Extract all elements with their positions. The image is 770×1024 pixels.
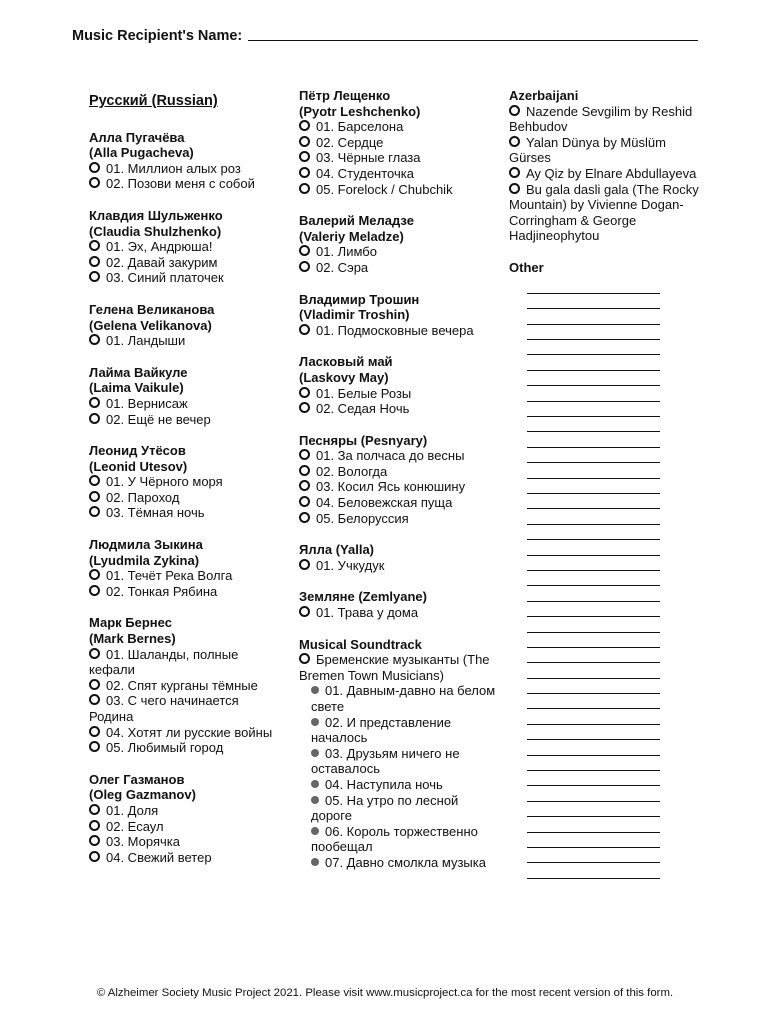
- song-title: 03. Синий платочек: [106, 270, 224, 286]
- recipient-name-row: [72, 24, 698, 44]
- blank-line-field[interactable]: [527, 709, 660, 724]
- blank-line-field[interactable]: [527, 371, 660, 386]
- track-option[interactable]: [299, 746, 499, 777]
- circle-checkbox-icon[interactable]: [509, 136, 520, 147]
- artist-name-ru: Земляне (Zemlyane): [299, 589, 427, 605]
- artist-group: [89, 302, 284, 349]
- circle-checkbox-icon[interactable]: [89, 569, 100, 580]
- artist-group: [89, 537, 284, 599]
- blank-line-field[interactable]: [527, 725, 660, 740]
- artist-name-ru: Гелена Великанова: [89, 301, 215, 317]
- blank-line-field[interactable]: [527, 740, 660, 755]
- song-option[interactable]: [89, 725, 284, 741]
- song-title: 02. Сердце: [316, 134, 384, 150]
- circle-checkbox-icon[interactable]: [89, 475, 100, 486]
- circle-checkbox-icon[interactable]: [299, 136, 310, 147]
- blank-line-field[interactable]: [527, 386, 660, 401]
- artist-group: [299, 542, 499, 573]
- song-option[interactable]: [509, 104, 709, 135]
- song-title: 02. Есаул: [106, 818, 164, 834]
- artist-name-en: (Laskovy May): [299, 369, 389, 385]
- column-other: [509, 88, 709, 879]
- blank-line-field[interactable]: [527, 771, 660, 786]
- artist-name: [89, 615, 284, 646]
- circle-checkbox-icon[interactable]: [89, 648, 100, 659]
- circle-checkbox-icon[interactable]: [299, 480, 310, 491]
- song-title: 01. Течёт Река Волга: [106, 568, 233, 584]
- filled-dot-icon[interactable]: [311, 827, 319, 835]
- blank-line-field[interactable]: [527, 617, 660, 632]
- filled-dot-icon[interactable]: [311, 780, 319, 788]
- artist-name-ru: Ялла (Yalla): [299, 542, 374, 558]
- song-title: 02. Пароход: [106, 489, 180, 505]
- artist-group: [299, 213, 499, 275]
- circle-checkbox-icon[interactable]: [509, 105, 520, 116]
- song-option[interactable]: [299, 166, 499, 182]
- song-title: 04. Свежий ветер: [106, 849, 212, 865]
- song-option[interactable]: [89, 584, 284, 600]
- song-title: 01. Учкудук: [316, 557, 385, 573]
- song-title: 01. У Чёрного моря: [106, 474, 223, 490]
- song-option[interactable]: [509, 166, 709, 182]
- artist-group: [299, 88, 499, 197]
- song-title: 02. Сэра: [316, 259, 369, 275]
- song-title: Nazende Sevgilim by Reshid Behbudov: [509, 103, 693, 135]
- track-option[interactable]: [299, 824, 499, 855]
- filled-dot-icon[interactable]: [311, 749, 319, 757]
- artist-name-en: (Claudia Shulzhenko): [89, 223, 222, 239]
- circle-checkbox-icon[interactable]: [299, 496, 310, 507]
- song-title: 02. Позови меня с собой: [106, 176, 255, 192]
- circle-checkbox-icon[interactable]: [299, 245, 310, 256]
- song-option[interactable]: [89, 396, 284, 412]
- song-title: 02. Спят курганы тёмные: [106, 677, 258, 693]
- song-title: 01. Подмосковные вечера: [316, 322, 474, 338]
- circle-checkbox-icon[interactable]: [89, 334, 100, 345]
- song-option[interactable]: [89, 176, 284, 192]
- song-option[interactable]: [509, 182, 709, 244]
- song-option[interactable]: [299, 244, 499, 260]
- song-title: 03. Чёрные глаза: [316, 150, 421, 166]
- artist-name-en: (Alla Pugacheva): [89, 145, 194, 161]
- artist-group: [299, 292, 499, 339]
- blank-line-field[interactable]: [527, 355, 660, 370]
- song-option[interactable]: [89, 161, 284, 177]
- track-option[interactable]: [299, 777, 499, 793]
- blank-line-field[interactable]: [527, 463, 660, 478]
- song-title: 02. Ещё не вечер: [106, 411, 211, 427]
- artist-group: [89, 365, 284, 427]
- recipient-name-field[interactable]: [248, 39, 698, 41]
- blank-line-field[interactable]: [527, 602, 660, 617]
- track-option[interactable]: [299, 793, 499, 824]
- circle-checkbox-icon[interactable]: [89, 804, 100, 815]
- song-option[interactable]: [89, 647, 284, 678]
- artist-name-ru: Олег Газманов: [89, 771, 185, 787]
- song-title: 01. Шаланды, полные кефали: [89, 646, 239, 678]
- circle-checkbox-icon[interactable]: [89, 851, 100, 862]
- artist-name: [89, 208, 284, 239]
- artist-name-ru: Песняры (Pesnyary): [299, 432, 428, 448]
- blank-line-field[interactable]: [527, 309, 660, 324]
- blank-line-field[interactable]: [527, 802, 660, 817]
- artist-group: [89, 615, 284, 755]
- track-title: 01. Давным-давно на белом свете: [311, 683, 496, 714]
- circle-checkbox-icon[interactable]: [299, 120, 310, 131]
- blank-line-field[interactable]: [527, 633, 660, 648]
- blank-line-field[interactable]: [527, 756, 660, 771]
- song-title: 01. Белые Розы: [316, 385, 412, 401]
- song-option[interactable]: [89, 474, 284, 490]
- song-option[interactable]: [89, 412, 284, 428]
- song-title: 04. Студенточка: [316, 165, 414, 181]
- blank-lines: [509, 279, 709, 879]
- song-title: 01. Барселона: [316, 119, 404, 135]
- song-title: 05. Любимый город: [106, 740, 224, 756]
- blank-line-field[interactable]: [527, 540, 660, 555]
- circle-checkbox-icon[interactable]: [299, 606, 310, 617]
- circle-checkbox-icon[interactable]: [89, 491, 100, 502]
- artist-name: [89, 130, 284, 161]
- blank-line-field[interactable]: [527, 663, 660, 678]
- song-option[interactable]: [299, 386, 499, 402]
- track-title: 05. На утро по лесной дороге: [311, 792, 459, 824]
- artist-name: [299, 213, 499, 244]
- artist-group: [299, 354, 499, 416]
- filled-dot-icon[interactable]: [311, 718, 319, 726]
- song-title: 03. Морячка: [106, 834, 180, 850]
- song-option[interactable]: [299, 464, 499, 480]
- song-title: 02. Седая Ночь: [316, 401, 410, 417]
- blank-line-field[interactable]: [527, 817, 660, 832]
- blank-line-field[interactable]: [527, 694, 660, 709]
- artist-name: [89, 365, 284, 396]
- track-title: 02. И представление началось: [311, 714, 452, 746]
- artist-name: [299, 354, 499, 385]
- song-title: Ay Qiz by Elnare Abdullayeva: [526, 165, 697, 181]
- artist-name-ru: Клавдия Шульженко: [89, 207, 223, 223]
- circle-checkbox-icon[interactable]: [89, 820, 100, 831]
- song-title: 03. Косил Ясь конюшину: [316, 479, 466, 495]
- artist-list: [299, 88, 499, 621]
- artist-name-en: (Mark Bernes): [89, 631, 176, 647]
- circle-checkbox-icon[interactable]: [89, 397, 100, 408]
- blank-line-field[interactable]: [527, 494, 660, 509]
- song-title: 05. Белоруссия: [316, 510, 409, 526]
- artist-group: [89, 443, 284, 521]
- blank-line-field[interactable]: [527, 556, 660, 571]
- song-option[interactable]: [299, 323, 499, 339]
- song-option[interactable]: [89, 850, 284, 866]
- artist-name-ru: Марк Бернес: [89, 615, 172, 631]
- song-option[interactable]: [89, 255, 284, 271]
- song-title: 03. Тёмная ночь: [106, 505, 205, 521]
- track-option[interactable]: [299, 715, 499, 746]
- song-option[interactable]: [299, 652, 499, 683]
- azerbaijani-title: Azerbaijani: [509, 88, 579, 103]
- artist-name-en: (Leonid Utesov): [89, 458, 188, 474]
- artist-name: [299, 433, 499, 449]
- filled-dot-icon[interactable]: [311, 796, 319, 804]
- circle-checkbox-icon[interactable]: [299, 653, 310, 664]
- circle-checkbox-icon[interactable]: [299, 402, 310, 413]
- song-option[interactable]: [89, 333, 284, 349]
- blank-line-field[interactable]: [527, 402, 660, 417]
- artist-name-ru: Леонид Утёсов: [89, 443, 186, 459]
- artist-name: [299, 292, 499, 323]
- artist-list: [89, 130, 284, 866]
- song-title: 02. Вологда: [316, 463, 388, 479]
- song-option[interactable]: [299, 479, 499, 495]
- song-option[interactable]: [299, 401, 499, 417]
- artist-name: [299, 589, 499, 605]
- blank-line-field[interactable]: [527, 448, 660, 463]
- circle-checkbox-icon[interactable]: [299, 465, 310, 476]
- blank-line-field[interactable]: [527, 586, 660, 601]
- circle-checkbox-icon[interactable]: [299, 559, 310, 570]
- song-title: 01. Вернисаж: [106, 395, 188, 411]
- song-option[interactable]: [89, 568, 284, 584]
- artist-name: [89, 443, 284, 474]
- song-option[interactable]: [89, 678, 284, 694]
- azerbaijani-group: [509, 88, 709, 244]
- song-option[interactable]: [89, 693, 284, 724]
- song-title: 02. Тонкая Рябина: [106, 583, 218, 599]
- song-option[interactable]: [299, 119, 499, 135]
- artist-name-en: (Lyudmila Zykina): [89, 552, 200, 568]
- song-option[interactable]: [299, 135, 499, 151]
- circle-checkbox-icon[interactable]: [89, 679, 100, 690]
- recipient-name-label: Music Recipient's Name:: [72, 28, 243, 44]
- artist-name-en: (Oleg Gazmanov): [89, 787, 196, 803]
- track-title: 06. Король торжественно пообещал: [311, 823, 478, 855]
- track-title: 07. Давно смолкла музыка: [325, 854, 486, 870]
- blank-line-field[interactable]: [527, 279, 660, 294]
- artist-name-en: (Gelena Velikanova): [89, 317, 212, 333]
- track-list: [299, 683, 499, 870]
- circle-checkbox-icon[interactable]: [89, 585, 100, 596]
- blank-line-field[interactable]: [527, 432, 660, 447]
- soundtrack-title: Musical Soundtrack: [299, 636, 422, 652]
- song-title: 01. Миллион алых роз: [106, 160, 241, 176]
- circle-checkbox-icon[interactable]: [89, 726, 100, 737]
- song-title: 02. Давай закурим: [106, 254, 218, 270]
- song-title: 01. За полчаса до весны: [316, 448, 465, 464]
- artist-name: [299, 88, 499, 119]
- column-russian-2: [299, 88, 499, 887]
- song-option[interactable]: [299, 448, 499, 464]
- circle-checkbox-icon[interactable]: [299, 183, 310, 194]
- artist-group: [299, 433, 499, 527]
- section-title-russian: Русский (Russian): [89, 93, 218, 109]
- blank-line-field[interactable]: [527, 571, 660, 586]
- artist-name-en: (Pyotr Leshchenko): [299, 103, 421, 119]
- song-title: Yalan Dünya by Müslüm Gürses: [509, 134, 666, 166]
- blank-line-field[interactable]: [527, 325, 660, 340]
- artist-group: [89, 772, 284, 866]
- soundtrack-group: [299, 637, 499, 871]
- artist-group: [89, 130, 284, 192]
- circle-checkbox-icon[interactable]: [299, 167, 310, 178]
- blank-line-field[interactable]: [527, 479, 660, 494]
- song-option[interactable]: [89, 834, 284, 850]
- song-option[interactable]: [509, 135, 709, 166]
- song-title: 01. Ландыши: [106, 333, 186, 349]
- blank-line-field[interactable]: [527, 863, 660, 878]
- other-title: Other: [509, 259, 544, 275]
- circle-checkbox-icon[interactable]: [89, 271, 100, 282]
- song-option[interactable]: [89, 803, 284, 819]
- circle-checkbox-icon[interactable]: [299, 151, 310, 162]
- column-russian-1: [89, 88, 284, 881]
- circle-checkbox-icon[interactable]: [89, 413, 100, 424]
- song-title: Bu gala dasli gala (The Rocky Mountain) by Vivienne Dogan-Corringham & George Hadjineophytou: [509, 181, 699, 244]
- footer-text: © Alzheimer Society Music Project 2021. Please visit www.musicproject.ca for the most recent version of this form.: [96, 987, 674, 999]
- album-title: Бременские музыканты (The Bremen Town Musicians): [299, 652, 490, 683]
- song-option[interactable]: [89, 819, 284, 835]
- song-option[interactable]: [89, 270, 284, 286]
- song-title: 01. Трава у дома: [316, 605, 419, 621]
- circle-checkbox-icon[interactable]: [299, 261, 310, 272]
- artist-name-ru: Алла Пугачёва: [89, 129, 185, 145]
- track-option[interactable]: [299, 855, 499, 871]
- circle-checkbox-icon[interactable]: [89, 256, 100, 267]
- circle-checkbox-icon[interactable]: [299, 449, 310, 460]
- circle-checkbox-icon[interactable]: [509, 183, 520, 194]
- song-option[interactable]: [89, 740, 284, 756]
- song-option[interactable]: [299, 495, 499, 511]
- circle-checkbox-icon[interactable]: [299, 387, 310, 398]
- circle-checkbox-icon[interactable]: [89, 506, 100, 517]
- song-title: 01. Лимбо: [316, 244, 377, 260]
- circle-checkbox-icon[interactable]: [89, 694, 100, 705]
- circle-checkbox-icon[interactable]: [89, 162, 100, 173]
- track-option[interactable]: [299, 683, 499, 714]
- blank-line-field[interactable]: [527, 786, 660, 801]
- blank-line-field[interactable]: [527, 417, 660, 432]
- artist-name-en: (Laima Vaikule): [89, 380, 184, 396]
- blank-line-field[interactable]: [527, 294, 660, 309]
- song-option[interactable]: [299, 511, 499, 527]
- song-option[interactable]: [299, 182, 499, 198]
- artist-name: [89, 537, 284, 568]
- song-option[interactable]: [299, 558, 499, 574]
- blank-line-field[interactable]: [527, 340, 660, 355]
- song-option[interactable]: [89, 239, 284, 255]
- song-option[interactable]: [89, 490, 284, 506]
- blank-line-field[interactable]: [527, 648, 660, 663]
- artist-group: [89, 208, 284, 286]
- circle-checkbox-icon[interactable]: [299, 512, 310, 523]
- circle-checkbox-icon[interactable]: [89, 240, 100, 251]
- artist-name-ru: Валерий Меладзе: [299, 213, 414, 229]
- song-title: 04. Хотят ли русские войны: [106, 724, 273, 740]
- song-option[interactable]: [89, 505, 284, 521]
- artist-name-en: (Vladimir Troshin): [299, 307, 410, 323]
- artist-name-ru: Лайма Вайкуле: [89, 364, 188, 380]
- filled-dot-icon[interactable]: [311, 686, 319, 694]
- song-option[interactable]: [299, 605, 499, 621]
- blank-line-field[interactable]: [527, 509, 660, 524]
- song-option[interactable]: [299, 150, 499, 166]
- artist-name-ru: Владимир Трошин: [299, 291, 420, 307]
- blank-line-field[interactable]: [527, 525, 660, 540]
- artist-group: [299, 589, 499, 620]
- artist-name-ru: Пётр Лещенко: [299, 88, 391, 103]
- track-title: 04. Наступила ночь: [325, 776, 443, 792]
- blank-line-field[interactable]: [527, 848, 660, 863]
- artist-name-ru: Людмила Зыкина: [89, 537, 203, 553]
- song-title: 05. Forelock / Chubchik: [316, 181, 453, 197]
- song-list: [509, 104, 709, 244]
- artist-name: [299, 542, 499, 558]
- circle-checkbox-icon[interactable]: [89, 835, 100, 846]
- song-option[interactable]: [299, 260, 499, 276]
- song-title: 04. Беловежская пуща: [316, 495, 453, 511]
- artist-name-ru: Ласковый май: [299, 354, 393, 370]
- blank-line-field[interactable]: [527, 833, 660, 848]
- circle-checkbox-icon[interactable]: [89, 741, 100, 752]
- song-title: 01. Эх, Андрюша!: [106, 239, 213, 255]
- circle-checkbox-icon[interactable]: [299, 324, 310, 335]
- song-title: 01. Доля: [106, 802, 159, 818]
- track-title: 03. Друзьям ничего не оставалось: [311, 745, 460, 777]
- filled-dot-icon[interactable]: [311, 858, 319, 866]
- circle-checkbox-icon[interactable]: [509, 167, 520, 178]
- circle-checkbox-icon[interactable]: [89, 177, 100, 188]
- artist-name: [89, 302, 284, 333]
- song-title: 03. С чего начинается Родина: [89, 693, 239, 724]
- artist-name: [89, 772, 284, 803]
- artist-name-en: (Valeriy Meladze): [299, 228, 404, 244]
- blank-line-field[interactable]: [527, 679, 660, 694]
